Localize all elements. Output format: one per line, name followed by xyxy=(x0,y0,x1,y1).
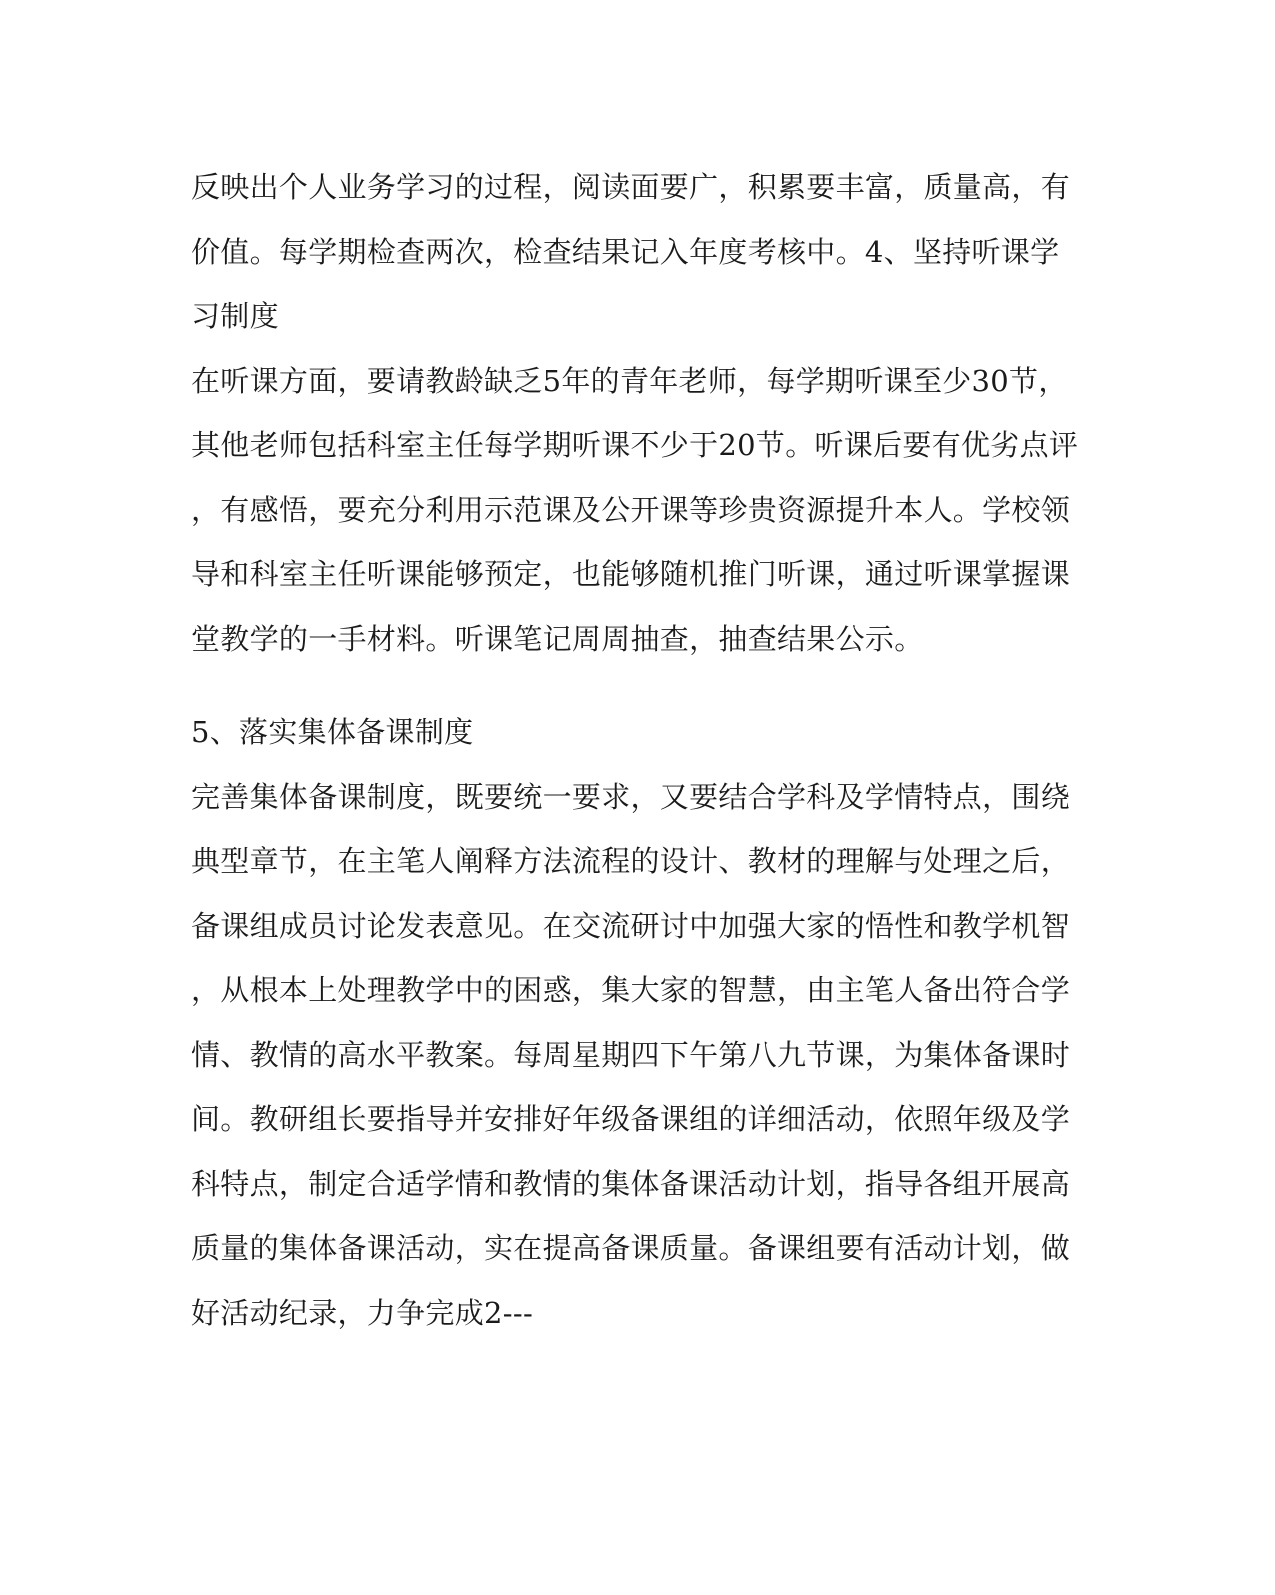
section-4-heading: 习制度 xyxy=(191,299,279,333)
text-line: 其他老师包括科室主任每学期听课不少于20节。听课后要有优劣点评 xyxy=(191,428,1079,462)
text-line: 情、教情的高水平教案。每周星期四下午第八九节课，为集体备课时 xyxy=(191,1037,1071,1072)
text-line: 完善集体备课制度，既要统一要求，又要结合学科及学情特点，围绕 xyxy=(191,779,1071,814)
text-line: 质量的集体备课活动，实在提高备课质量。备课组要有活动计划，做 xyxy=(191,1231,1071,1265)
text-line: 典型章节，在主笔人阐释方法流程的设计、教材的理解与处理之后， xyxy=(191,844,1071,878)
text-line: 价值。每学期检查两次，检查结果记入年度考核中。4、坚持听课学 xyxy=(191,234,1060,269)
section-5-heading: 5、落实集体备课制度 xyxy=(191,715,474,749)
text-line: 在听课方面，要请教龄缺乏5年的青年老师，每学期听课至少30节， xyxy=(191,363,1068,398)
section-5-body xyxy=(191,700,1071,1345)
text-line: 科特点，制定合适学情和教情的集体备课活动计划，指导各组开展高 xyxy=(191,1166,1071,1201)
text-line: 备课组成员讨论发表意见。在交流研讨中加强大家的悟性和教学机智 xyxy=(191,908,1071,943)
text-line: ，从根本上处理教学中的困惑，集大家的智慧，由主笔人备出符合学 xyxy=(191,973,1071,1007)
text-line: ，有感悟，要充分利用示范课及公开课等珍贵资源提升本人。学校领 xyxy=(191,492,1071,527)
text-line: 间。教研组长要指导并安排好年级备课组的详细活动，依照年级及学 xyxy=(191,1102,1071,1136)
section-4-body xyxy=(191,155,1079,671)
text-line: 反映出个人业务学习的过程，阅读面要广，积累要丰富，质量高，有 xyxy=(191,170,1071,204)
text-line: 好活动纪录，力争完成2--- xyxy=(191,1295,534,1330)
text-line: 堂教学的一手材料。听课笔记周周抽查，抽查结果公示。 xyxy=(191,621,924,656)
text-line: 导和科室主任听课能够预定，也能够随机推门听课，通过听课掌握课 xyxy=(191,557,1071,591)
